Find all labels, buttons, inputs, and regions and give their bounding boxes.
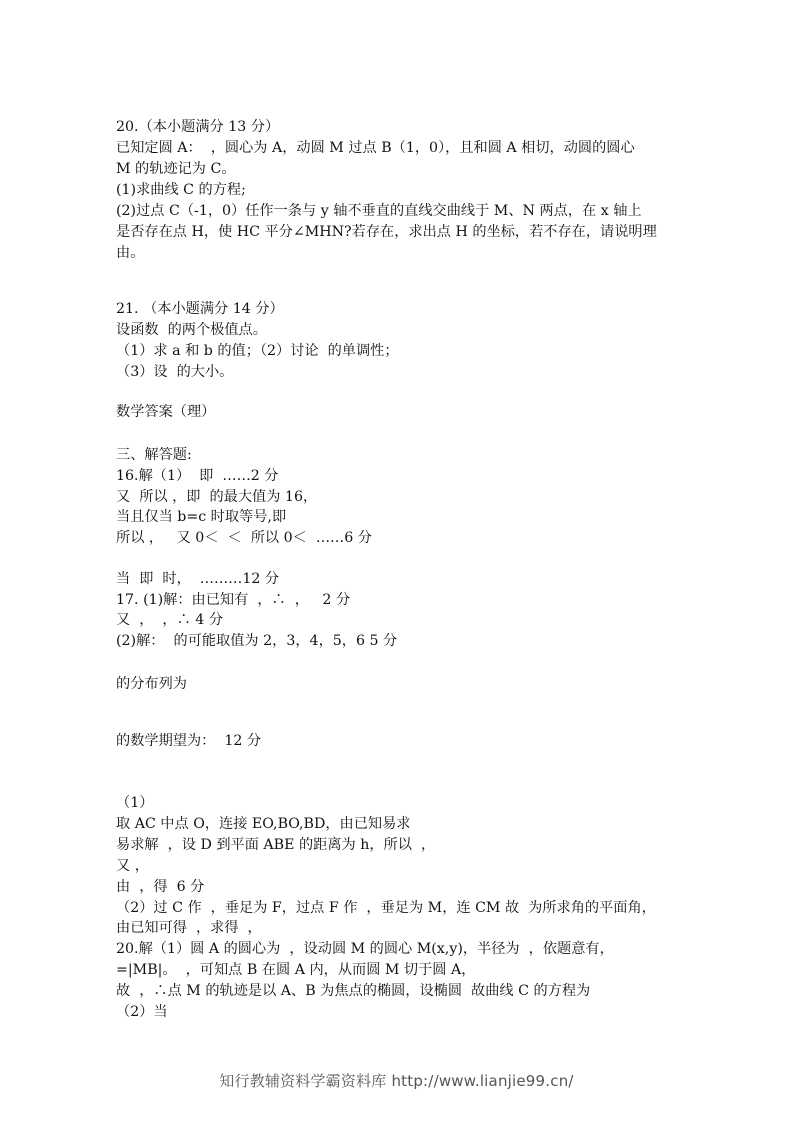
text-line: 所以 ， 又 0＜ ＜ 所以 0＜ ……6 分 <box>116 530 372 546</box>
section-heading: 数学答案（理） <box>116 404 216 420</box>
text-line: 故 ，∴点 M 的轨迹是以 A、B 为焦点的椭圆，设椭圆 故曲线 C 的方程为 <box>116 983 591 999</box>
text-line: 又 所以 ，即 的最大值为 16， <box>116 489 318 505</box>
text-line: (2)过点 C（-1，0）任作一条与 y 轴不垂直的直线交曲线于 M、N 两点，在 x 轴上 <box>116 203 642 219</box>
text-line: 的分布列为 <box>116 676 187 692</box>
text-line: （3）设 的大小。 <box>116 364 234 380</box>
text-line: (1)求曲线 C 的方程; <box>116 182 246 198</box>
text-line: 的数学期望为： 12 分 <box>116 733 262 749</box>
text-line: 当 即 时， ………12 分 <box>116 571 280 587</box>
text-line: 17. (1)解：由已知有 ，∴ ， 2 分 <box>116 592 351 608</box>
text-line: =|MB|。 ，可知点 B 在圆 A 内，从而圆 M 切于圆 A， <box>116 962 476 978</box>
text-line: (2)解： 的可能取值为 2，3，4，5，6 5 分 <box>116 633 398 649</box>
text-line: 取 AC 中点 O，连接 EO,BO,BD，由已知易求 <box>116 816 411 832</box>
text-line: 由 ，得 6 分 <box>116 879 205 895</box>
text-line: 16.解（1） 即 ……2 分 <box>116 468 279 484</box>
footer-watermark: 知行教辅资料学霸资料库 http://www.lianjie99.cn/ <box>219 1072 574 1090</box>
text-line: （2）当 <box>116 1004 168 1020</box>
text-line: 易求解 ，设 D 到平面 ABE 的距离为 h，所以 ， <box>116 837 436 853</box>
text-line: 已知定圆 A： ，圆心为 A，动圆 M 过点 B（1，0），且和圆 A 相切，动圆的圆心 <box>116 140 635 156</box>
text-line: 20.解（1）圆 A 的圆心为 ，设动圆 M 的圆心 M(x,y)，半径为 ，依题意有， <box>116 941 614 957</box>
text-line: （1）求 a 和 b 的值；（2）讨论 的单调性； <box>116 343 399 359</box>
text-line: 21. （本小题满分 14 分） <box>116 301 284 317</box>
text-line: （1） <box>116 795 154 811</box>
text-line: 由。 <box>116 245 145 261</box>
text-line: 20.（本小题满分 13 分） <box>116 119 280 135</box>
text-line: 又 ， ，∴ 4 分 <box>116 612 224 628</box>
section-heading: 三、解答题: <box>116 447 192 463</box>
text-line: 当且仅当 b=c 时取等号,即 <box>116 509 287 525</box>
text-line: 由已知可得 ，求得 ， <box>116 920 262 936</box>
text-line: （2）过 C 作 ，垂足为 F，过点 F 作 ，垂足为 M，连 CM 故 为所求角的平面角， <box>116 900 656 916</box>
text-line: 又 ， <box>116 858 149 874</box>
text-line: 设函数 的两个极值点。 <box>116 322 267 338</box>
text-line: M 的轨迹记为 C。 <box>116 161 236 177</box>
text-line: 是否存在点 H，使 HC 平分∠MHN?若存在，求出点 H 的坐标，若不存在，请说明理 <box>116 224 657 240</box>
